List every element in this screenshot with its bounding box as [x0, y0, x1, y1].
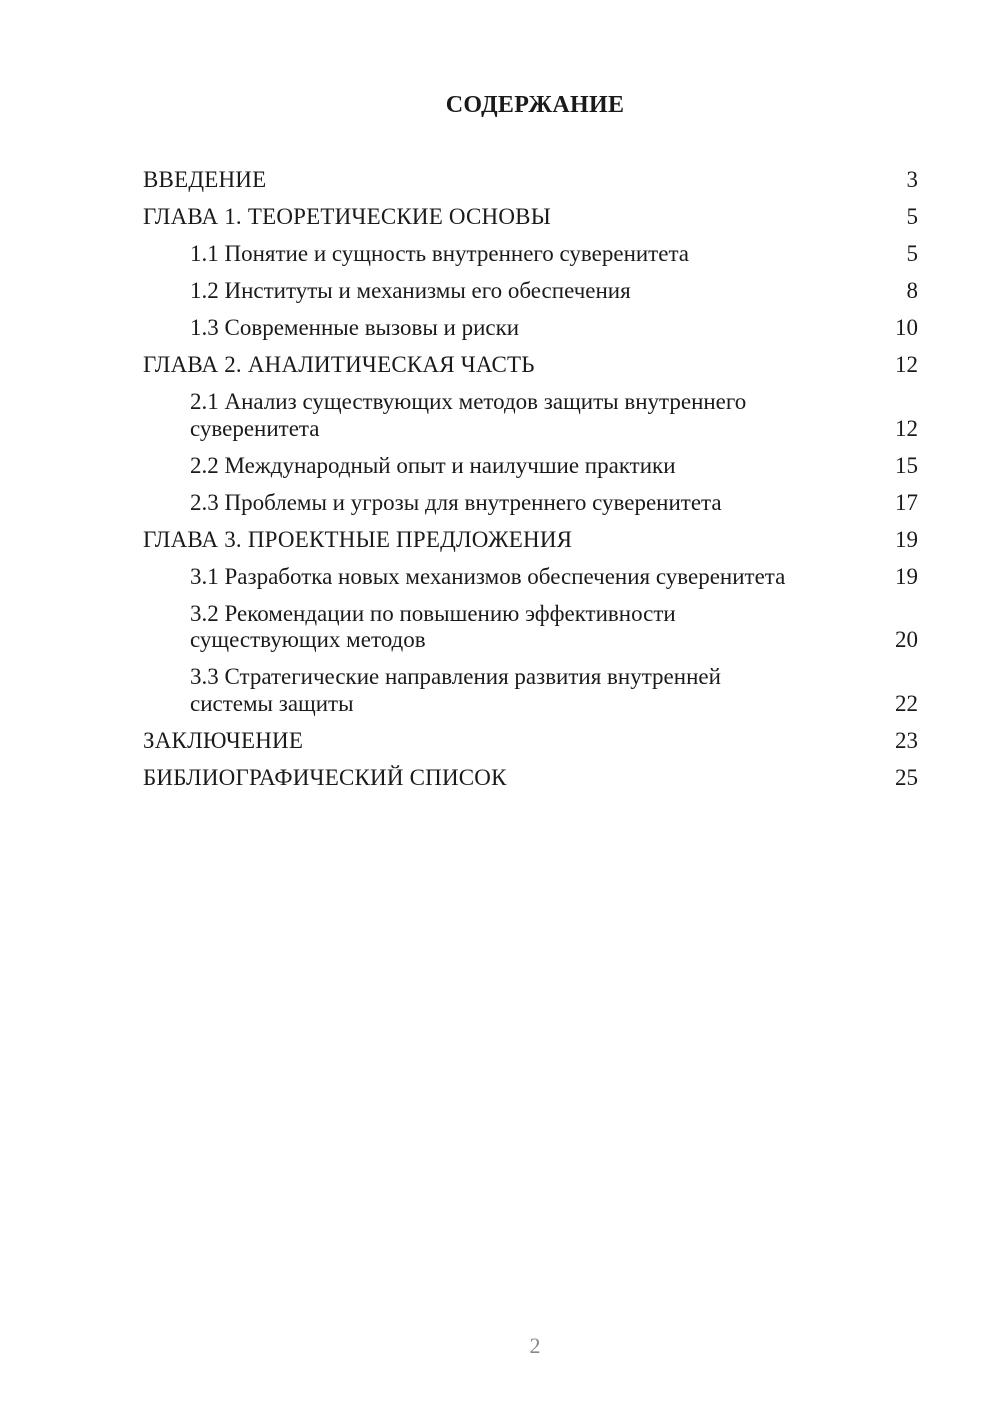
toc-entry-chapter-2[interactable] [143, 352, 918, 379]
toc-entry-section-1-1[interactable] [143, 241, 918, 268]
toc-entry-page: 19 [895, 563, 918, 589]
toc-entry-title: 3.3 Стратегические направления развития внутренней системы защиты [190, 664, 721, 716]
toc-entry-section-3-3[interactable] [143, 664, 918, 717]
toc-entry-section-1-3[interactable] [143, 315, 918, 342]
toc-entry-page: 19 [895, 526, 918, 552]
toc-entry-page: 5 [906, 204, 918, 229]
toc-entry-page: 5 [906, 241, 918, 266]
toc-entry-title: БИБЛИОГРАФИЧЕСКИЙ СПИСОК [143, 764, 507, 790]
table-of-contents [143, 167, 918, 802]
toc-entry-title: 1.2 Институты и механизмы его обеспечения [190, 278, 631, 303]
toc-entry-title: 3.1 Разработка новых механизмов обеспечения суверенитета [190, 563, 786, 589]
toc-entry-title: 1.1 Понятие и сущность внутреннего суверенитета [190, 241, 689, 266]
toc-entry-page: 3 [906, 167, 918, 192]
toc-entry-section-1-2[interactable] [143, 278, 918, 305]
toc-entry-section-3-1[interactable] [143, 564, 918, 591]
toc-entry-page: 15 [895, 452, 918, 478]
toc-entry-title: 3.2 Рекомендации по повышению эффективности существующих методов [190, 600, 676, 652]
toc-entry-title: ГЛАВА 2. АНАЛИТИЧЕСКАЯ ЧАСТЬ [143, 352, 535, 377]
toc-entry-page: 22 [895, 690, 918, 716]
toc-entry-title: 2.3 Проблемы и угрозы для внутреннего суверенитета [190, 489, 722, 515]
toc-entry-page: 25 [895, 764, 918, 790]
toc-entry-title: 1.3 Современные вызовы и риски [190, 315, 520, 340]
toc-entry-chapter-1[interactable] [143, 204, 918, 231]
page-title: СОДЕРЖАНИЕ [445, 92, 625, 118]
toc-entry-conclusion[interactable] [143, 728, 918, 755]
toc-entry-title: ГЛАВА 3. ПРОЕКТНЫЕ ПРЕДЛОЖЕНИЯ [143, 526, 573, 552]
toc-entry-title: ГЛАВА 1. ТЕОРЕТИЧЕСКИЕ ОСНОВЫ [143, 204, 551, 229]
toc-entry-page: 12 [895, 352, 918, 377]
toc-entry-section-2-3[interactable] [143, 490, 918, 517]
toc-entry-page: 23 [895, 727, 918, 753]
toc-entry-section-2-1[interactable] [143, 389, 918, 442]
toc-entry-chapter-3[interactable] [143, 527, 918, 554]
toc-entry-introduction[interactable] [143, 167, 918, 194]
toc-entry-page: 12 [895, 415, 918, 441]
toc-entry-bibliography[interactable] [143, 765, 918, 792]
toc-entry-section-2-2[interactable] [143, 453, 918, 480]
toc-entry-section-3-2[interactable] [143, 601, 918, 654]
toc-entry-page: 20 [895, 627, 918, 652]
page-number: 2 [529, 1333, 541, 1358]
toc-entry-page: 17 [895, 489, 918, 515]
toc-entry-page: 8 [906, 278, 918, 303]
toc-entry-title: ВВЕДЕНИЕ [143, 167, 267, 192]
toc-entry-title: 2.1 Анализ существующих методов защиты внутреннего суверенитета [190, 389, 747, 441]
toc-entry-title: 2.2 Международный опыт и наилучшие практики [190, 452, 676, 478]
toc-entry-title: ЗАКЛЮЧЕНИЕ [143, 727, 304, 753]
toc-entry-page: 10 [895, 315, 918, 340]
